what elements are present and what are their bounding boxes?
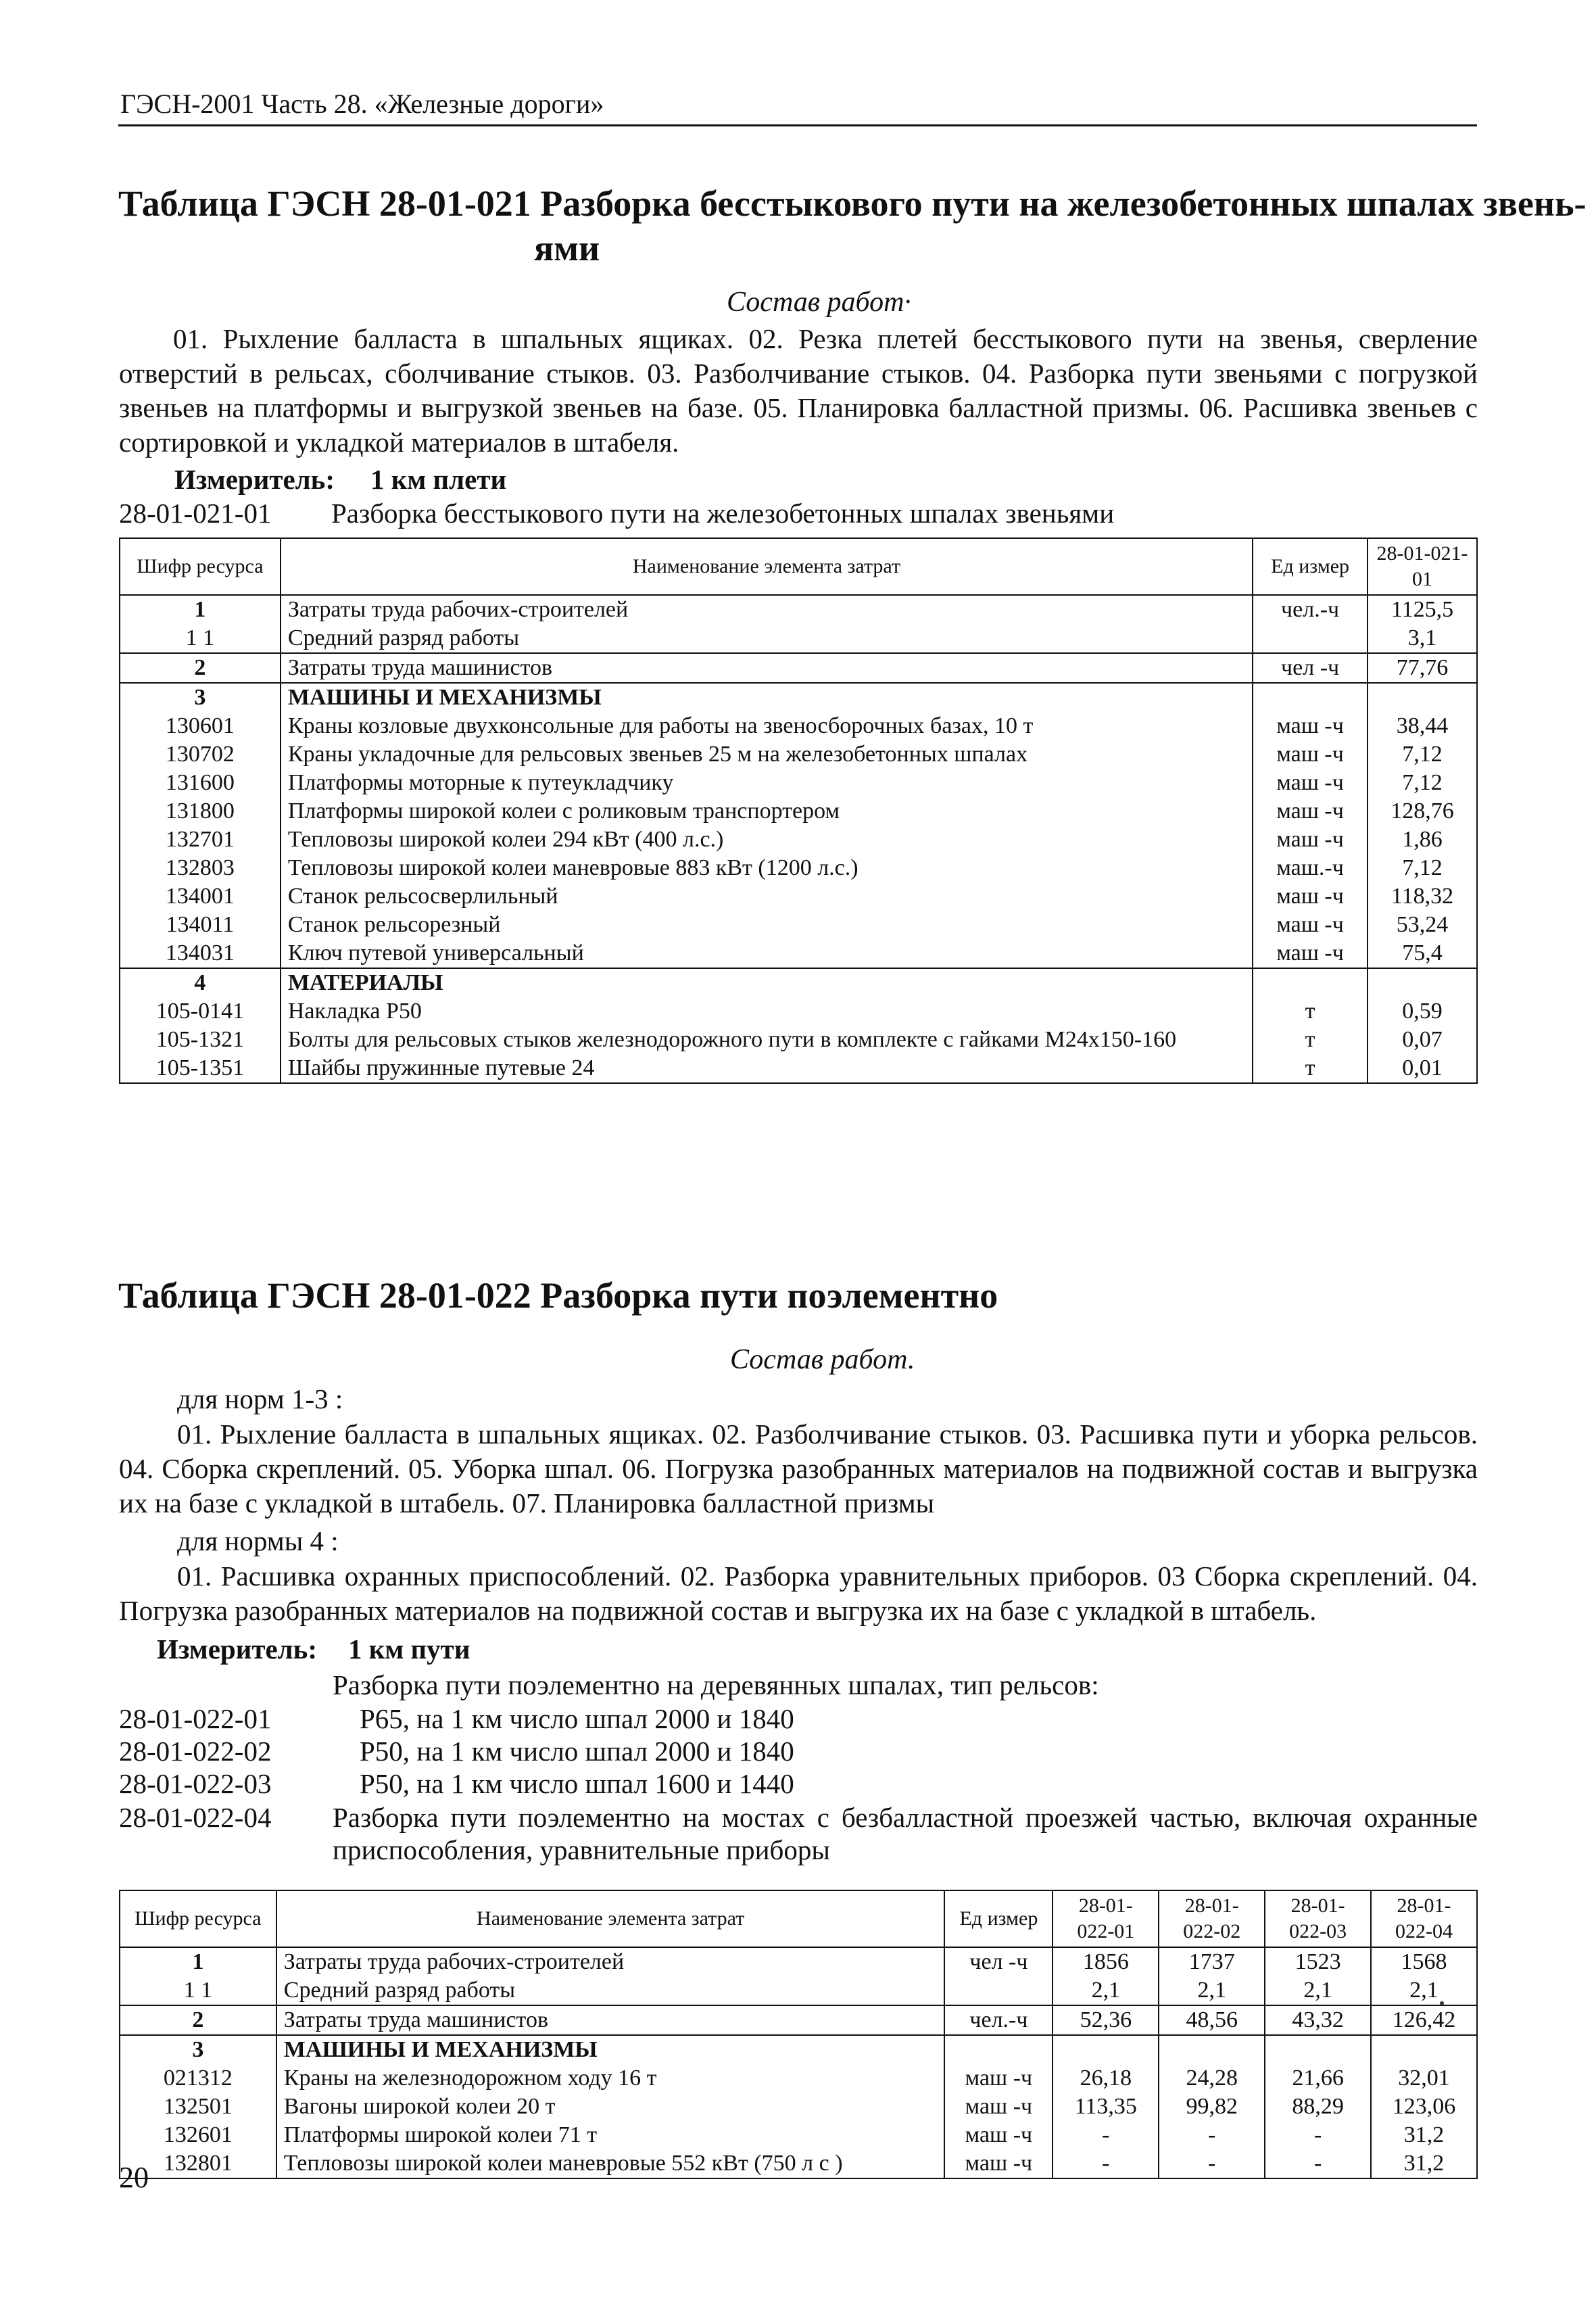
table-cell: МАШИНЫ И МЕХАНИЗМЫ [276, 2035, 945, 2064]
table-cell: Затраты труда рабочих-строителей [276, 1947, 945, 1976]
table-cell: Краны на железнодорожном ходу 16 т [276, 2064, 945, 2093]
col-header-norm-3: 28-01-022-03 [1265, 1890, 1371, 1947]
table-cell [944, 2035, 1053, 2064]
table-cell: 113,35 [1053, 2093, 1159, 2121]
table-row [120, 2064, 1477, 2093]
table-cell: МАТЕРИАЛЫ [281, 968, 1253, 997]
table-cell: 0,59 [1368, 997, 1477, 1026]
table-row [120, 882, 1477, 911]
table-cell: 1523 [1265, 1947, 1371, 1976]
table-cell: Тепловозы широкой колеи маневровые 552 кВт (750 л с ) [276, 2149, 945, 2178]
table-cell: 2,1 [1265, 1976, 1371, 2005]
table-cell: чел.-ч [1253, 595, 1368, 624]
table-cell [1159, 2035, 1265, 2064]
table-cell: маш -ч [1253, 712, 1368, 740]
table-cell: 4 [120, 968, 281, 997]
table-cell: маш -ч [944, 2149, 1053, 2178]
table2-meter-value: 1 км пути [348, 1633, 470, 1665]
table-row [120, 624, 1477, 653]
table-cell: 31,2 [1371, 2121, 1477, 2149]
table-cell: 123,06 [1371, 2093, 1477, 2121]
table-cell: маш -ч [944, 2093, 1053, 2121]
table-cell: МАШИНЫ И МЕХАНИЗМЫ [281, 683, 1253, 712]
table-cell: 105-0141 [120, 997, 281, 1026]
norm-code: 28-01-022-02 [119, 1736, 272, 1767]
table-cell [1265, 2035, 1371, 2064]
col-header-unit: Ед измер [944, 1890, 1053, 1947]
norm-code: 28-01-022-04 [119, 1802, 272, 1833]
table-cell: 132803 [120, 854, 281, 882]
table-cell: 132501 [120, 2093, 276, 2121]
table-cell: маш -ч [1253, 740, 1368, 769]
table-row [120, 797, 1477, 826]
table-cell: Вагоны широкой колеи 20 т [276, 2093, 945, 2121]
table-cell: маш -ч [1253, 826, 1368, 854]
table-cell: 1 [120, 1947, 276, 1976]
table-cell: 1 1 [120, 624, 281, 653]
table-cell: 26,18 [1053, 2064, 1159, 2093]
table-row [120, 1976, 1477, 2005]
table-cell: Ключ путевой универсальный [281, 939, 1253, 968]
table-row [120, 1026, 1477, 1054]
table-cell: 7,12 [1368, 769, 1477, 797]
col-header-name: Наименование элемента затрат [281, 538, 1253, 595]
table-cell [1253, 624, 1368, 653]
table2-for-norms-1-3: для норм 1-3 : [177, 1383, 343, 1414]
table2-works-heading: Состав работ. [730, 1344, 915, 1375]
table-row [120, 826, 1477, 854]
norm-text: Разборка пути поэлементно на мостах с безбалластной проезжей частью, включая охранные приспособления, уравнительные приборы [333, 1802, 1478, 1865]
table-cell: 128,76 [1368, 797, 1477, 826]
table-cell: 131600 [120, 769, 281, 797]
table-cell: 7,12 [1368, 740, 1477, 769]
table-row [120, 968, 1477, 997]
table-cell: Тепловозы широкой колеи 294 кВт (400 л.с.) [281, 826, 1253, 854]
table-cell: 130601 [120, 712, 281, 740]
table-cell [1253, 683, 1368, 712]
table-cell: маш -ч [1253, 882, 1368, 911]
table-row [120, 683, 1477, 712]
table-cell: маш -ч [944, 2121, 1053, 2149]
col-header-norm-2: 28-01-022-02 [1159, 1890, 1265, 1947]
table-cell: 32,01 [1371, 2064, 1477, 2093]
table-cell [1368, 683, 1477, 712]
table-cell [944, 1976, 1053, 2005]
table-row [120, 740, 1477, 769]
stray-mark [1440, 2001, 1444, 2005]
running-head: ГЭСН-2001 Часть 28. «Железные дороги» [120, 89, 604, 119]
table-cell: маш -ч [1253, 769, 1368, 797]
table-cell: 1737 [1159, 1947, 1265, 1976]
table-cell: - [1265, 2149, 1371, 2178]
table2-works-text-1-3: 01. Рыхление балласта в шпальных ящиках. 02. Разболчивание стыков. 03. Расшивка пути и уборка рельсов. 04. Сборка скреплений. 05. Уборка шпал. 06. Погрузка разобранных материалов на подвижной состав и выгрузка их на базе с укладкой в штабель. 07. Планировка балластной призмы [119, 1418, 1478, 1519]
table-cell: Затраты труда машинистов [281, 653, 1253, 683]
table-row [120, 712, 1477, 740]
col-header-norm-1: 28-01-021-01 [1368, 538, 1477, 595]
table-cell: Станок рельсорезный [281, 911, 1253, 939]
table-cell: 77,76 [1368, 653, 1477, 683]
page-number: 20 [119, 2161, 149, 2194]
table-cell: маш.-ч [1253, 854, 1368, 882]
table-row [120, 2093, 1477, 2121]
col-header-norm-4: 28-01-022-04 [1371, 1890, 1477, 1947]
table-cell [1371, 2035, 1477, 2064]
table-cell: Средний разряд работы [276, 1976, 945, 2005]
table-cell: чел.-ч [944, 2005, 1053, 2035]
table1-norm-name: Разборка бесстыкового пути на железобетонных шпалах звеньями [331, 498, 1115, 529]
table-row [120, 2121, 1477, 2149]
table-cell: 134031 [120, 939, 281, 968]
table-cell: 021312 [120, 2064, 276, 2093]
table-cell: Краны козловые двухконсольные для работы на звеносборочных базах, 10 т [281, 712, 1253, 740]
table-row [120, 939, 1477, 968]
table-cell: 134001 [120, 882, 281, 911]
table-cell: 131800 [120, 797, 281, 826]
table-cell: чел -ч [944, 1947, 1053, 1976]
table-cell: 1125,5 [1368, 595, 1477, 624]
table-cell: - [1159, 2149, 1265, 2178]
table1-works-heading: Состав работ· [727, 287, 911, 318]
table-cell: 2,1 [1371, 1976, 1477, 2005]
table-row [120, 997, 1477, 1026]
table-cell: 1856 [1053, 1947, 1159, 1976]
table-cell: маш -ч [1253, 911, 1368, 939]
table-row [120, 1054, 1477, 1083]
table-cell: 3 [120, 2035, 276, 2064]
table-cell [1253, 968, 1368, 997]
table-cell: - [1053, 2121, 1159, 2149]
table-cell: т [1253, 1026, 1368, 1054]
table-cell: Затраты труда машинистов [276, 2005, 945, 2035]
table-row [120, 911, 1477, 939]
table-cell: 105-1321 [120, 1026, 281, 1054]
table-cell: 31,2 [1371, 2149, 1477, 2178]
table-cell: 3,1 [1368, 624, 1477, 653]
table-cell: 43,32 [1265, 2005, 1371, 2035]
table-cell: 1568 [1371, 1947, 1477, 1976]
table2-works-text-4: 01. Расшивка охранных приспособлений. 02. Разборка уравнительных приборов. 03 Сборка скреплений. 04. Погрузка разобранных материалов на подвижной состав и выгрузка их на базе с укладкой в штабель. [119, 1560, 1478, 1626]
table-cell: 1,86 [1368, 826, 1477, 854]
table-cell: 88,29 [1265, 2093, 1371, 2121]
col-header-norm-1: 28-01-022-01 [1053, 1890, 1159, 1947]
table-cell: 0,07 [1368, 1026, 1477, 1054]
table-cell: 118,32 [1368, 882, 1477, 911]
table-cell: Накладка Р50 [281, 997, 1253, 1026]
table2-resources [119, 1890, 1478, 2179]
table-row [120, 653, 1477, 683]
table-row [120, 854, 1477, 882]
table-cell: Платформы широкой колеи с роликовым транспортером [281, 797, 1253, 826]
table-cell: 132701 [120, 826, 281, 854]
table-cell: маш -ч [1253, 939, 1368, 968]
col-header-name: Наименование элемента затрат [276, 1890, 945, 1947]
table-cell: маш -ч [944, 2064, 1053, 2093]
table2-meter-label: Измеритель: [157, 1633, 318, 1665]
table1-norm-code: 28-01-021-01 [119, 498, 272, 529]
table-cell: 2 [120, 653, 281, 683]
header-rule [118, 124, 1477, 126]
table-cell: 48,56 [1159, 2005, 1265, 2035]
table-row [120, 1947, 1477, 1976]
table-cell: Средний разряд работы [281, 624, 1253, 653]
table-cell: Платформы моторные к путеукладчику [281, 769, 1253, 797]
table-cell: Шайбы пружинные путевые 24 [281, 1054, 1253, 1083]
table-row [120, 2005, 1477, 2035]
table-cell: 126,42 [1371, 2005, 1477, 2035]
norm-text: Р65, на 1 км число шпал 2000 и 1840 [360, 1703, 794, 1734]
table-cell: 1 [120, 595, 281, 624]
table-cell: Затраты труда рабочих-строителей [281, 595, 1253, 624]
norm-text: Р50, на 1 км число шпал 2000 и 1840 [360, 1736, 794, 1767]
table-cell: 52,36 [1053, 2005, 1159, 2035]
table-cell: Болты для рельсовых стыков железнодорожного пути в комплекте с гайками М24х150-160 [281, 1026, 1253, 1054]
table-cell: 75,4 [1368, 939, 1477, 968]
col-header-code: Шифр ресурса [120, 1890, 276, 1947]
table-cell: 134011 [120, 911, 281, 939]
table2-norms-intro: Разборка пути поэлементно на деревянных шпалах, тип рельсов: [333, 1669, 1099, 1700]
col-header-unit: Ед измер [1253, 538, 1368, 595]
table-cell: 53,24 [1368, 911, 1477, 939]
norm-text: Р50, на 1 км число шпал 1600 и 1440 [360, 1768, 794, 1799]
table-cell: 7,12 [1368, 854, 1477, 882]
table-row [120, 2035, 1477, 2064]
table1-title-line2: ями [534, 228, 600, 268]
table-cell: 3 [120, 683, 281, 712]
col-header-code: Шифр ресурса [120, 538, 281, 595]
table-row [120, 769, 1477, 797]
table-row [120, 595, 1477, 624]
table-cell: - [1053, 2149, 1159, 2178]
table1-meter-label: Измеритель: [174, 464, 335, 495]
table-cell: 24,28 [1159, 2064, 1265, 2093]
table1-works-text: 01. Рыхление балласта в шпальных ящиках. 02. Резка плетей бесстыкового пути на звенья, сверление отверстий в рельсах, сболчивание стыков. 03. Разболчивание стыков. 04. Разборка пути звеньями с погрузкой звеньев на платформы и выгрузкой звеньев на базе. 05. Планировка балластной призмы. 06. Расшивка звеньев с сортировкой и укладкой материалов в штабеля. [119, 323, 1478, 458]
table-cell: 105-1351 [120, 1054, 281, 1083]
table-cell [1053, 2035, 1159, 2064]
table1-meter-value: 1 км плети [370, 464, 507, 495]
table2-title: Таблица ГЭСН 28-01-022 Разборка пути поэлементно [118, 1275, 998, 1316]
table-cell: - [1159, 2121, 1265, 2149]
table-cell [1368, 968, 1477, 997]
table-row [120, 2149, 1477, 2178]
table-cell: 132801 [120, 2149, 276, 2178]
table2-for-norm-4: для нормы 4 : [177, 1525, 339, 1556]
table-cell: 1 1 [120, 1976, 276, 2005]
table-cell: 2,1 [1159, 1976, 1265, 2005]
table1-resources [119, 538, 1478, 1084]
table-cell: Краны укладочные для рельсовых звеньев 25 м на железобетонных шпалах [281, 740, 1253, 769]
table-cell: 0,01 [1368, 1054, 1477, 1083]
table-cell: т [1253, 997, 1368, 1026]
table-cell: маш -ч [1253, 797, 1368, 826]
table-cell: 21,66 [1265, 2064, 1371, 2093]
table-cell: 130702 [120, 740, 281, 769]
table-cell: Станок рельсосверлильный [281, 882, 1253, 911]
table-cell: 99,82 [1159, 2093, 1265, 2121]
table-cell: Тепловозы широкой колеи маневровые 883 кВт (1200 л.с.) [281, 854, 1253, 882]
table-cell: Платформы широкой колеи 71 т [276, 2121, 945, 2149]
table-cell: 132601 [120, 2121, 276, 2149]
table1-title-line1: Таблица ГЭСН 28-01-021 Разборка бесстыкового пути на железобетонных шпалах звень- [118, 183, 1587, 224]
table-cell: 2 [120, 2005, 276, 2035]
table-cell: чел -ч [1253, 653, 1368, 683]
norm-code: 28-01-022-01 [119, 1703, 272, 1734]
table-cell: т [1253, 1054, 1368, 1083]
table-cell: - [1265, 2121, 1371, 2149]
norm-code: 28-01-022-03 [119, 1768, 272, 1799]
table-cell: 38,44 [1368, 712, 1477, 740]
table-cell: 2,1 [1053, 1976, 1159, 2005]
